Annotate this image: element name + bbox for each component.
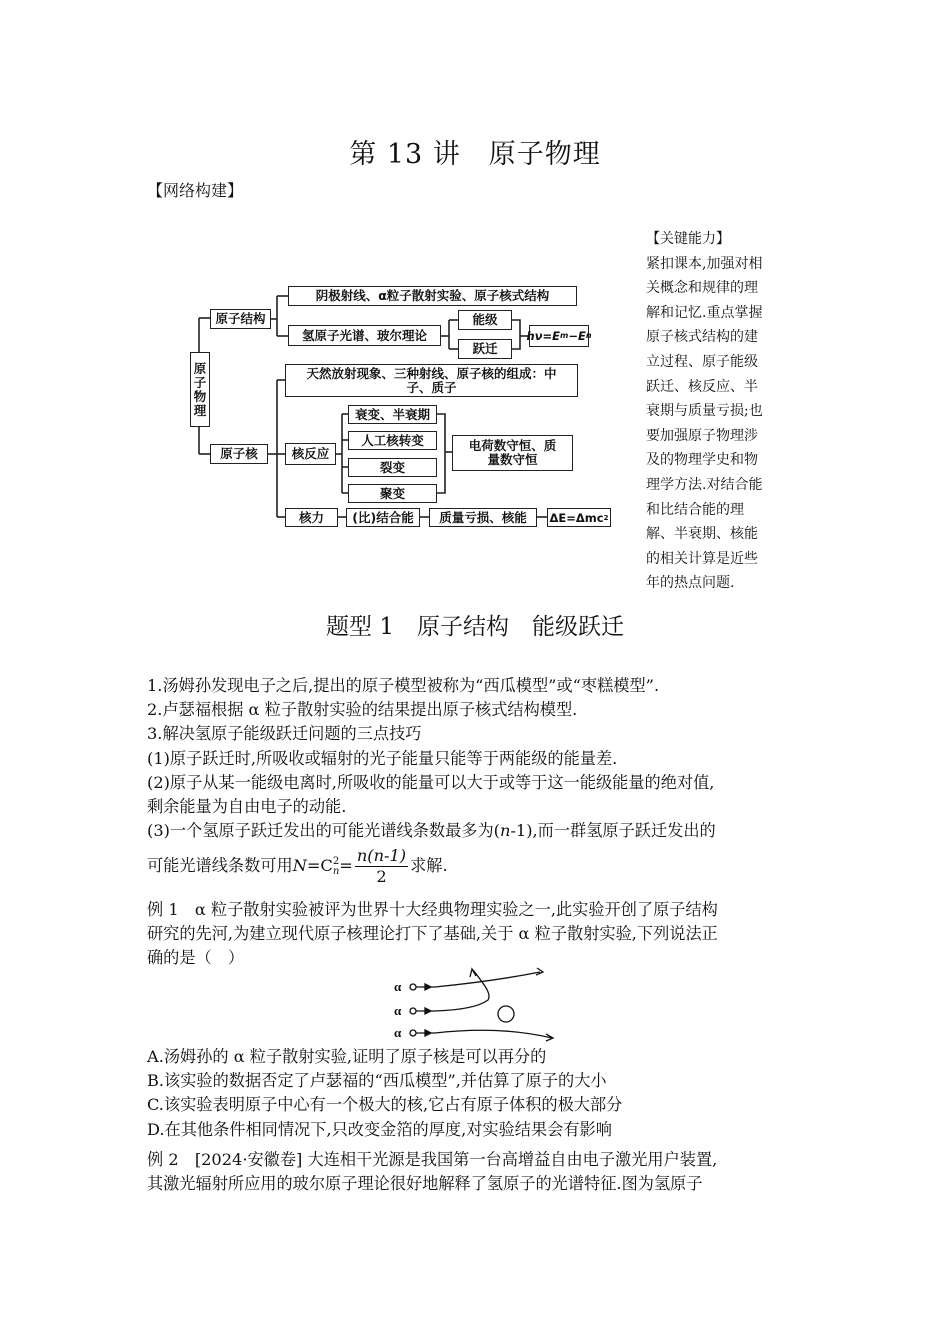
node-binding-energy: (比)结合能 <box>346 508 420 527</box>
sidebar-line: 解和记忆.重点掌握 <box>646 304 763 321</box>
point-3-2a: (2)原子从某一能级电离时,所吸收的能量可以大于或等于这一能级能量的绝对值, <box>147 772 715 792</box>
node-fission: 裂变 <box>348 458 437 477</box>
node-hydrogen-bohr: 氢原子光谱、玻尔理论 <box>288 325 441 346</box>
sidebar-line: 及的物理学史和物 <box>646 452 758 469</box>
alpha-label: α <box>394 1025 402 1040</box>
example-1-line2: 研究的先河,为建立现代原子核理论打下了基础,关于 α 粒子散射实验,下列说法正 <box>147 924 718 944</box>
sidebar-line: 关概念和规律的理 <box>646 280 758 297</box>
formula-hv-m: m <box>560 331 569 340</box>
point-3-2b: 剩余能量为自由电子的动能. <box>147 797 347 817</box>
sidebar-heading: 【关键能力】 <box>646 231 730 247</box>
point-3-1: (1)原子跃迁时,所吸收或辐射的光子能量只能等于两能级的能量差. <box>147 748 618 768</box>
text-span: 求解. <box>410 856 448 876</box>
node-atom-structure: 原子结构 <box>210 309 271 329</box>
alpha-scattering-figure <box>380 966 570 1048</box>
sidebar-line: 立过程、原子能级 <box>646 353 758 370</box>
sidebar-line: 和比结合能的理 <box>646 501 744 518</box>
sidebar-line: 衰期与质量亏损;也 <box>646 403 763 420</box>
node-artificial: 人工核转变 <box>348 431 437 450</box>
var-n: n <box>500 821 511 841</box>
key-points <box>147 674 807 887</box>
concept-map-lines <box>0 0 950 600</box>
text-span: = <box>339 856 353 876</box>
option-c: C.该实验表明原子中心有一个极大的核,它占有原子体积的极大部分 <box>147 1095 623 1115</box>
sidebar-line: 理学方法.对结合能 <box>646 476 763 493</box>
formula-hv-nu: ν <box>534 329 543 343</box>
node-energy-level: 能级 <box>458 310 512 330</box>
formula-hv-h: h <box>526 329 535 343</box>
option-b: B.该实验的数据否定了卢瑟福的“西瓜模型”,并估算了原子的大小 <box>147 1071 607 1091</box>
formula-hv <box>526 325 592 347</box>
node-mass-defect: 质量亏损、核能 <box>429 508 537 527</box>
formula-hv-eq: =E <box>542 329 560 343</box>
formula-delta-e-sup: 2 <box>603 513 609 522</box>
sidebar-line: 解、半衰期、核能 <box>646 526 758 543</box>
node-fusion: 聚变 <box>348 484 437 503</box>
var-N: N <box>292 856 307 876</box>
sidebar-line: 紧扣课本,加强对相 <box>646 255 763 272</box>
section-label-network: 【网络构建】 <box>147 181 244 200</box>
example-1-line3: 确的是（ ） <box>147 948 245 968</box>
option-a: A.汤姆孙的 α 粒子散射实验,证明了原子核是可以再分的 <box>147 1047 547 1066</box>
sidebar-line: 年的热点问题. <box>646 575 735 592</box>
point-3-3a <box>147 819 807 843</box>
key-ability-sidebar <box>646 227 786 596</box>
point-3: 3.解决氢原子能级跃迁问题的三点技巧 <box>147 724 422 744</box>
alpha-label: α <box>394 1003 402 1018</box>
point-1: 1.汤姆孙发现电子之后,提出的原子模型被称为“西瓜模型”或“枣糕模型”. <box>147 676 660 695</box>
page-title: 第 13 讲 原子物理 <box>349 139 601 170</box>
sidebar-line: 要加强原子物理涉 <box>646 427 758 444</box>
sup-2: 2 <box>332 855 340 867</box>
node-transition: 跃迁 <box>458 339 512 359</box>
point-3-3b <box>147 846 807 887</box>
node-decay: 衰变、半衰期 <box>348 405 437 424</box>
sidebar-line: 跃迁、核反应、半 <box>646 378 758 395</box>
node-conservation: 电荷数守恒、质量数守恒 <box>452 435 573 471</box>
node-cathode-rays: 阴极射线、α粒子散射实验、原子核式结构 <box>288 286 577 306</box>
option-d: D.在其他条件相同情况下,只改变金箔的厚度,对实验结果会有影响 <box>147 1119 612 1139</box>
example-1 <box>147 898 807 971</box>
example-2 <box>147 1148 807 1196</box>
root-node: 原子物理 <box>190 352 210 427</box>
node-nucleus: 原子核 <box>210 444 268 464</box>
sidebar-line: 的相关计算是近些 <box>646 550 758 567</box>
text-span: 可能光谱线条数可用 <box>147 856 293 876</box>
example-1-line1: 例 1 α 粒子散射实验被评为世界十大经典物理实验之一,此实验开创了原子结构 <box>147 900 718 919</box>
formula-delta-e <box>547 508 611 527</box>
sub-n: n <box>332 865 340 877</box>
formula-delta-e-main: ΔE=Δmc <box>549 510 604 525</box>
example-2-line1: 例 2 [2024·安徽卷] 大连相干光源是我国第一台高增益自由电子激光用户装置, <box>147 1150 718 1169</box>
text-span: =C <box>306 856 333 876</box>
point-2: 2.卢瑟福根据 α 粒子散射实验的结果提出原子核式结构模型. <box>147 700 578 720</box>
formula-hv-n: n <box>585 331 592 340</box>
formula-hv-minus: −E <box>568 329 586 343</box>
alpha-label: α <box>394 979 402 994</box>
example-2-line2: 其激光辐射所应用的玻尔原子理论很好地解释了氢原子的光谱特征.图为氢原子 <box>147 1174 703 1194</box>
fraction-denominator: 2 <box>376 867 387 887</box>
node-nuclear-reaction: 核反应 <box>285 443 336 465</box>
text-span: -1),而一群氢原子跃迁发出的 <box>510 821 716 841</box>
node-natural-radioactivity: 天然放射现象、三种射线、原子核的组成：中子、质子 <box>285 364 578 397</box>
text-span: (3)一个氢原子跃迁发出的可能光谱线条数最多为( <box>147 821 500 841</box>
example-1-options <box>147 1045 807 1142</box>
node-nuclear-force: 核力 <box>285 508 338 527</box>
fraction <box>355 846 408 887</box>
fraction-numerator: n(n-1) <box>356 846 407 866</box>
sidebar-line: 原子核式结构的建 <box>646 329 758 346</box>
section-title-atomic-structure: 题型 1 原子结构 能级跃迁 <box>326 614 624 640</box>
